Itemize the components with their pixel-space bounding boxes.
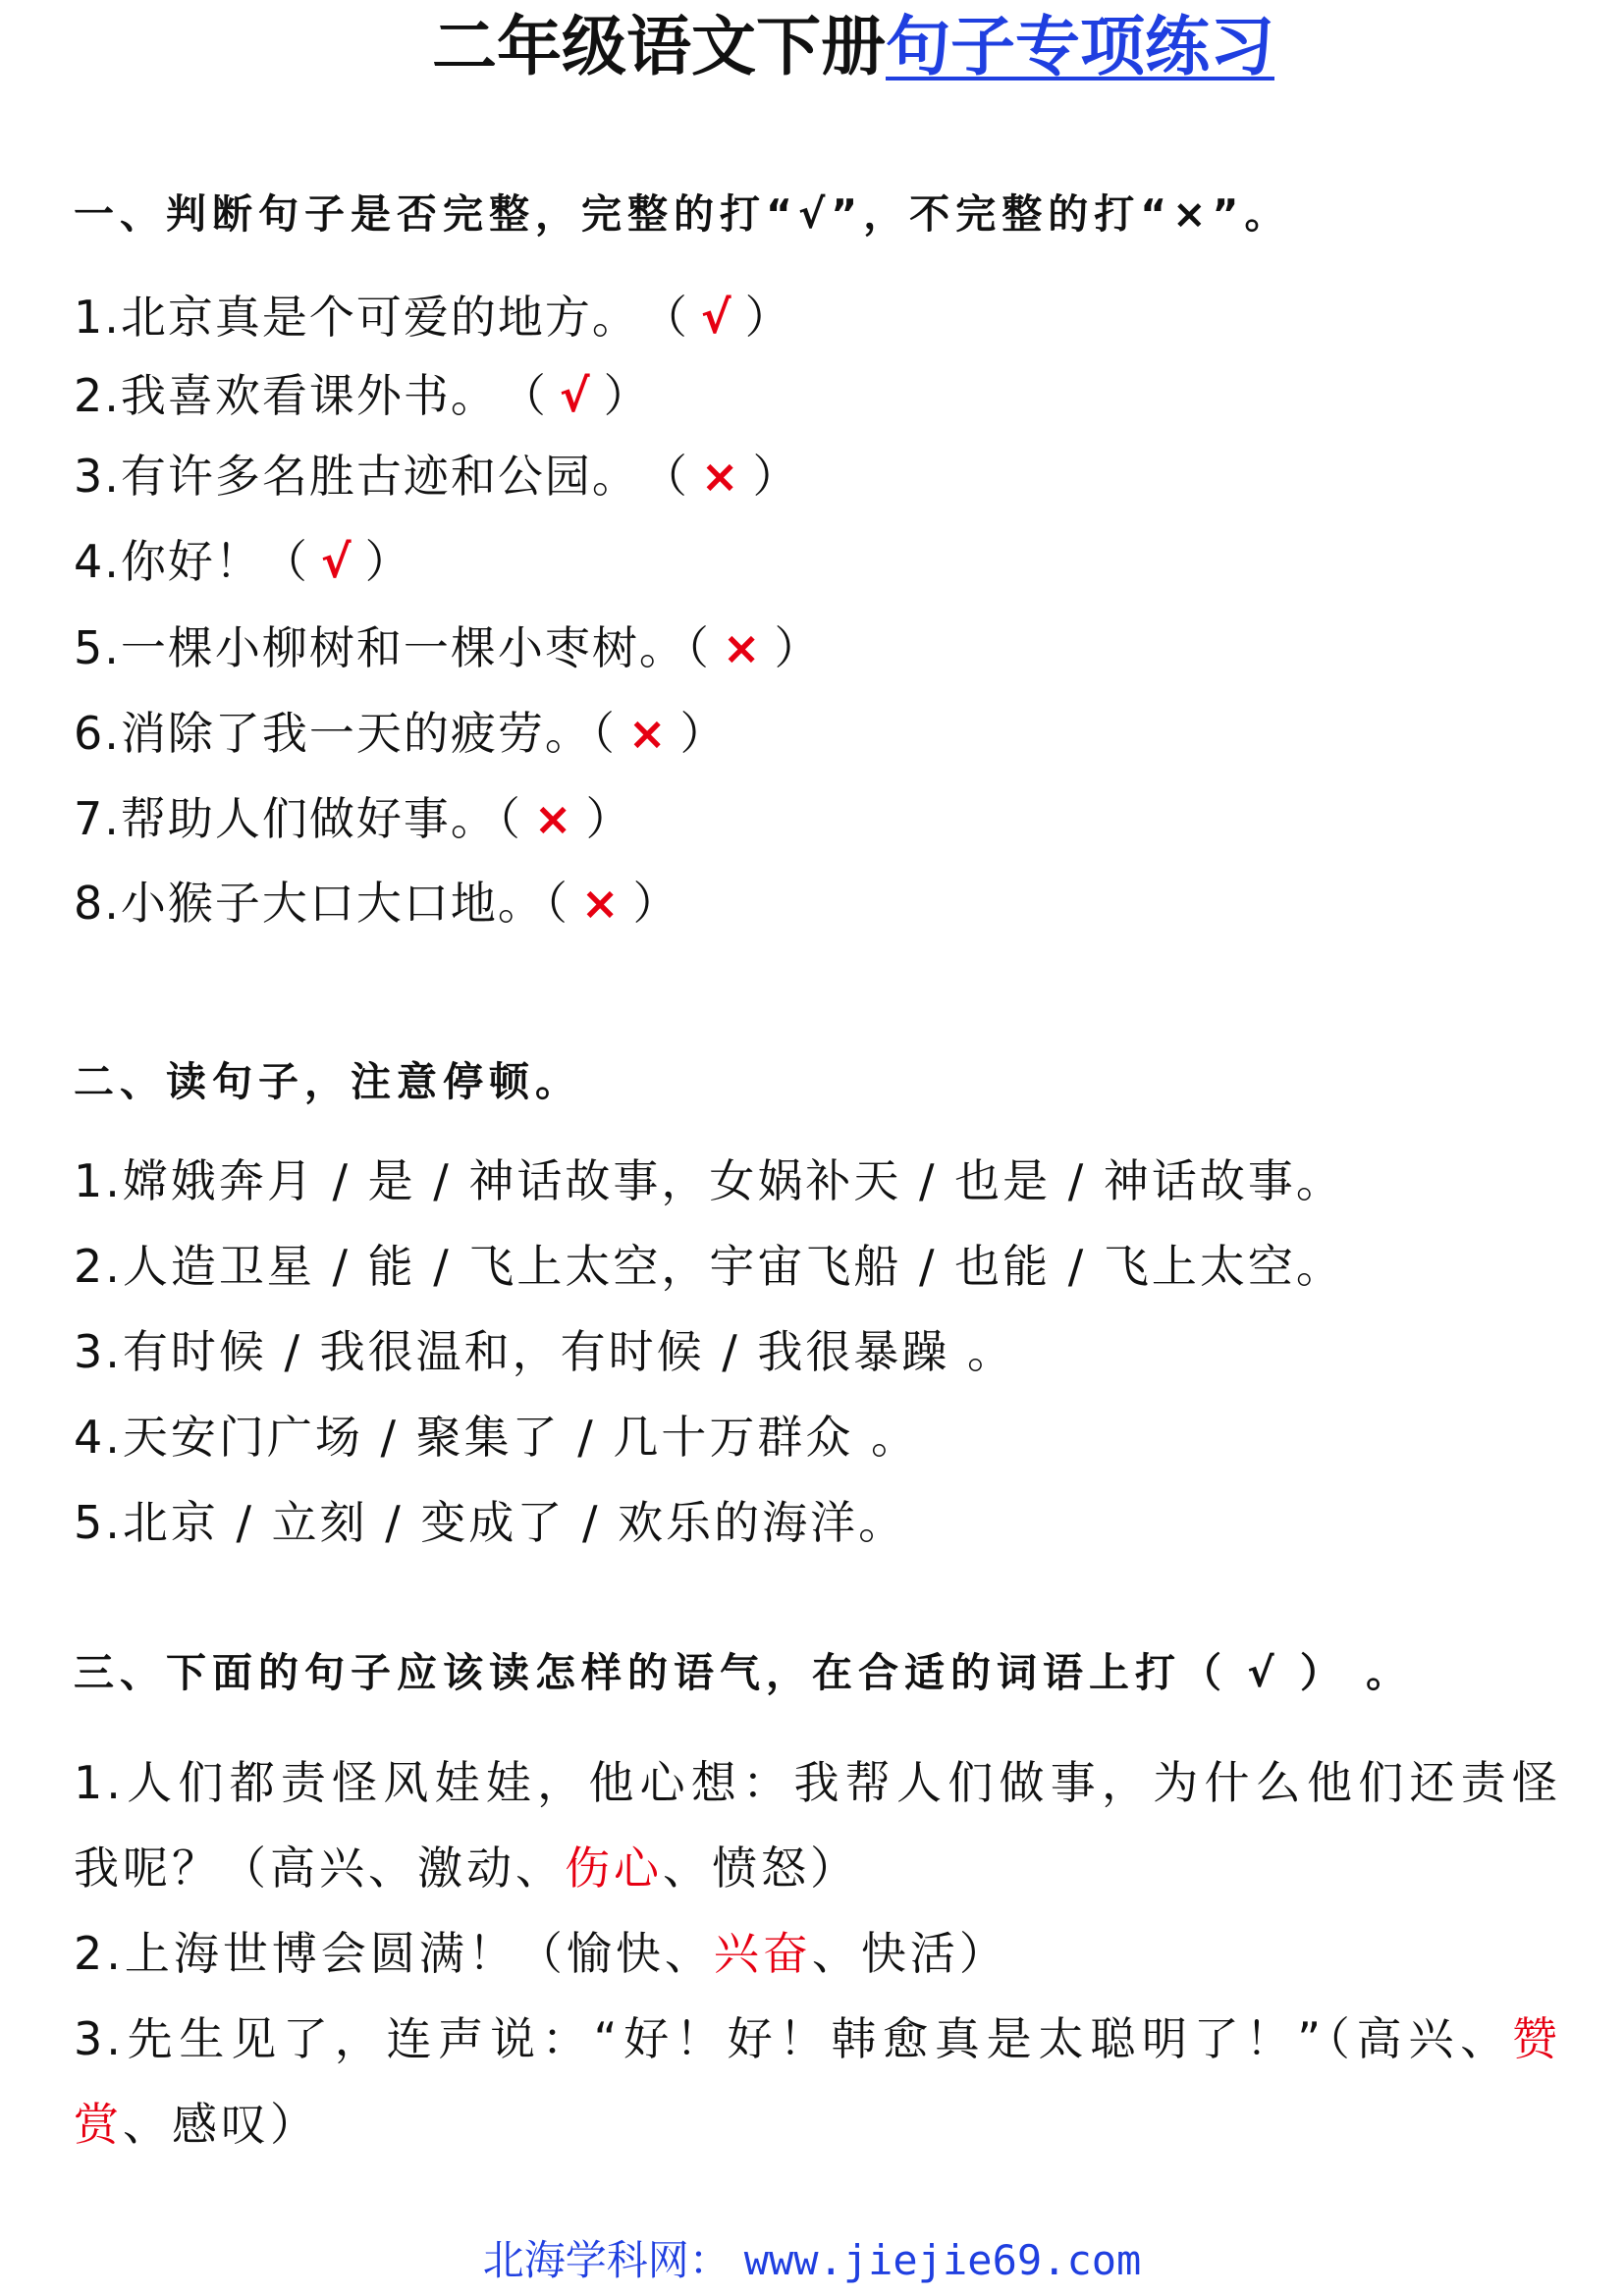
cross-mark: × <box>722 621 763 674</box>
reading-list <box>74 1139 1344 1566</box>
tone-item-line <box>74 1911 1561 1997</box>
judgement-item <box>74 776 821 861</box>
open-paren: （ <box>544 877 569 930</box>
cross-mark: × <box>580 877 622 930</box>
close-paren: ） <box>585 792 633 845</box>
footer-url-link[interactable]: www.jiejie69.com <box>743 2236 1142 2284</box>
open-paren: （ <box>591 707 617 760</box>
check-mark: √ <box>320 535 353 588</box>
judgement-item <box>74 691 821 776</box>
close-paren: ） <box>774 621 822 674</box>
sentence-text: 6.消除了我一天的疲劳。 <box>74 707 592 760</box>
section-heading: 一、判断句子是否完整，完整的打“√”，不完整的打“×”。 <box>74 190 1291 238</box>
cross-mark: × <box>627 707 669 760</box>
sentence-text: 5.一棵小柳树和一棵小枣树。 <box>74 621 686 674</box>
footer-label: 北海学科网： <box>482 2236 731 2284</box>
tone-item <box>74 1740 1561 1911</box>
reading-item: 2.人造卫星 / 能 / 飞上太空，宇宙飞船 / 也能 / 飞上太空。 <box>74 1240 1344 1293</box>
close-paren: ） <box>752 450 800 503</box>
close-paren: ） <box>679 707 728 760</box>
cross-mark: × <box>533 792 574 845</box>
judgement-item <box>74 861 821 945</box>
close-paren: ） <box>364 535 412 588</box>
sentence-text: 2.我喜欢看课外书。 <box>74 369 498 422</box>
judgement-item <box>74 606 821 691</box>
sentence-text: 3.有许多名胜古迹和公园。 <box>74 450 639 503</box>
selected-option: 伤心 <box>565 1842 663 1895</box>
sentence-text: 7.帮助人们做好事。 <box>74 792 498 845</box>
sentence-text: 1.北京真是个可爱的地方。 <box>74 291 639 344</box>
sentence-text: 、愤怒） <box>663 1842 859 1895</box>
sentence-text: 2.上海世博会圆满！（愉快、 <box>74 1927 714 1980</box>
section-heading: 三、下面的句子应该读怎样的语气，在合适的词语上打（ √ ） 。 <box>74 1649 1413 1696</box>
answer-bracket <box>665 291 792 344</box>
reading-item: 1.嫦娥奔月 / 是 / 神话故事，女娲补天 / 也是 / 神话故事。 <box>74 1154 1344 1207</box>
open-paren: （ <box>685 621 711 674</box>
judgement-item <box>74 435 821 518</box>
close-paren: ） <box>744 291 792 344</box>
open-paren: （ <box>497 792 522 845</box>
check-mark: √ <box>559 369 592 422</box>
sentence-text: 8.小猴子大口大口地。 <box>74 877 545 930</box>
answer-bracket <box>592 707 728 760</box>
answer-bracket <box>665 450 800 503</box>
page-title <box>432 8 1274 86</box>
tone-item <box>74 1911 1561 1997</box>
tone-item-line <box>74 1997 1561 2082</box>
reading-item: 4.天安门广场 / 聚集了 / 几十万群众 。 <box>74 1411 919 1464</box>
answer-bracket <box>262 535 412 588</box>
sentence-text: 4.你好！ <box>74 535 262 588</box>
selected-option: 赞 <box>1512 2012 1561 2065</box>
judgement-item <box>74 356 821 435</box>
close-paren: ） <box>632 877 680 930</box>
open-paren: （ <box>261 535 309 588</box>
answer-bracket <box>686 621 822 674</box>
judgement-item <box>74 278 821 356</box>
selected-option: 赏 <box>74 2098 123 2151</box>
reading-item: 3.有时候 / 我很温和，有时候 / 我很暴躁 。 <box>74 1325 1015 1378</box>
sentence-text: 我呢？（高兴、激动、 <box>74 1842 565 1895</box>
tone-item-line <box>74 2082 1561 2167</box>
page-title-link[interactable]: 句子专项练习 <box>886 9 1274 84</box>
reading-item: 5.北京 / 立刻 / 变成了 / 欢乐的海洋。 <box>74 1496 907 1549</box>
open-paren: （ <box>522 369 548 422</box>
sentence-text: 3.先生见了，连声说：“好！好！韩愈真是太聪明了！”（高兴、 <box>74 2012 1512 2065</box>
tone-item <box>74 1997 1561 2167</box>
answer-bracket <box>523 369 651 422</box>
sentence-text: 1.人们都责怪风娃娃，他心想：我帮人们做事，为什么他们还责怪 <box>74 1756 1561 1809</box>
section-heading: 二、读句子，注意停顿。 <box>74 1058 581 1105</box>
footer-source <box>0 2231 1624 2290</box>
sentence-text: 、快活） <box>811 1927 1008 1980</box>
open-paren: （ <box>664 450 689 503</box>
open-paren: （ <box>664 291 689 344</box>
tone-item-line <box>74 1826 1561 1911</box>
close-paren: ） <box>603 369 651 422</box>
cross-mark: × <box>700 450 741 503</box>
check-mark: √ <box>700 291 733 344</box>
page-title-prefix: 二年级语文下册 <box>432 9 886 84</box>
selected-option: 兴奋 <box>713 1927 812 1980</box>
sentence-text: 、感叹） <box>123 2098 319 2151</box>
tone-list <box>74 1740 1561 2167</box>
judgement-list <box>74 278 821 945</box>
judgement-item <box>74 518 821 606</box>
tone-item-line <box>74 1740 1561 1826</box>
answer-bracket <box>498 792 633 845</box>
answer-bracket <box>545 877 680 930</box>
